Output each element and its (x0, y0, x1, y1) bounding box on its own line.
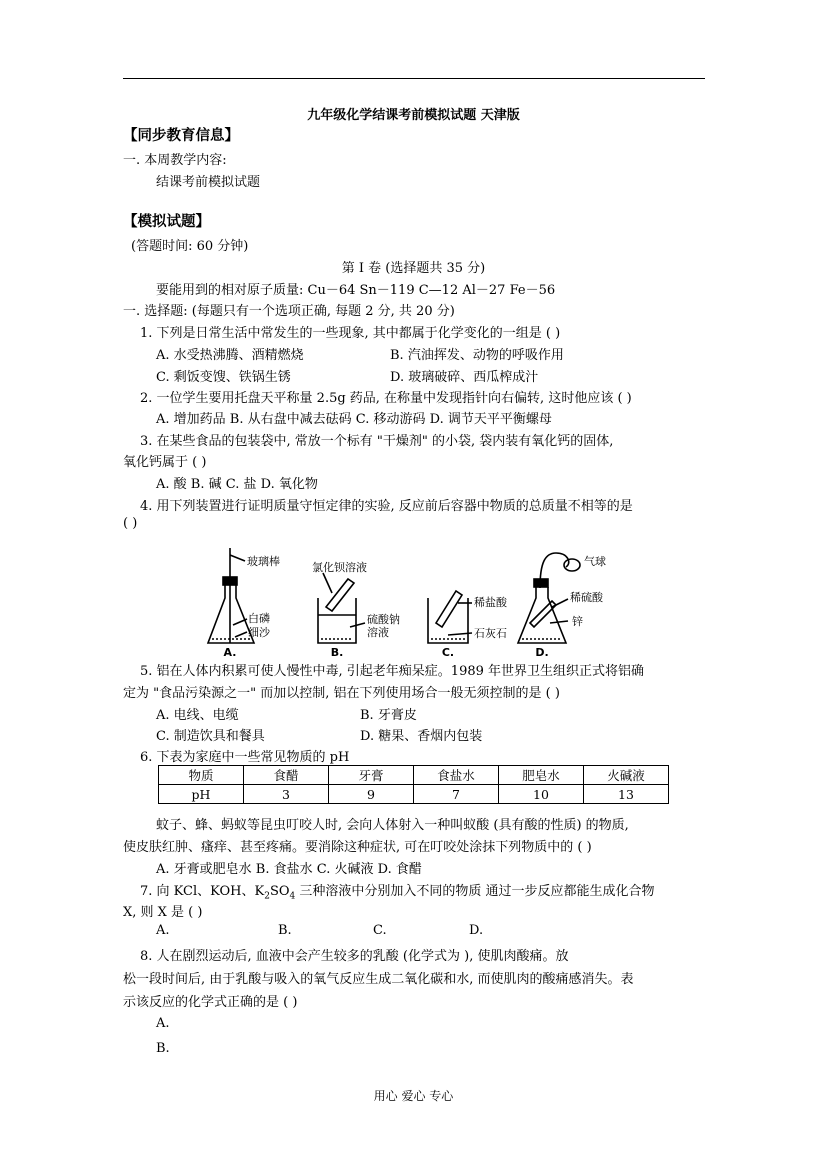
table-cell: 9 (329, 785, 414, 804)
atomic-mass-line: 要能用到的相对原子质量: Cu－64 Sn－119 C—12 Al－27 Fe－56 (156, 283, 556, 298)
section-sync-info: 【同步教育信息】 (123, 127, 239, 144)
b-test-tube (326, 579, 354, 611)
q4-stem-line1: 4. 用下列装置进行证明质量守恒定律的实验, 反应前后容器中物质的总质量不相等的是 (140, 499, 633, 514)
s1-item: 一. 本周教学内容: (123, 153, 227, 168)
table-cell: 7 (414, 785, 499, 804)
q7-sub-2: 2 (264, 891, 270, 902)
q1-option-c: C. 剩饭变馊、铁锅生锈 (156, 370, 291, 385)
table-cell: pH (159, 785, 244, 804)
q7-stem-line1 (140, 880, 655, 902)
c-test-tube (436, 591, 462, 627)
q7-sub-4: 4 (289, 891, 296, 902)
label-limestone: 石灰石 (474, 627, 507, 640)
section-mock-test: 【模拟试题】 (123, 213, 210, 230)
table-cell: 物质 (159, 766, 244, 785)
q1-stem: 1. 下列是日常生活中常发生的一些现象, 其中都属于化学变化的一组是 ( ) (140, 326, 561, 341)
label-hcl: 稀盐酸 (474, 596, 507, 609)
q1-option-b: B. 汽油挥发、动物的呼吸作用 (390, 348, 564, 363)
label-fine-sand: 细沙 (248, 626, 270, 639)
table-cell: 10 (499, 785, 584, 804)
label-c: C. (441, 646, 455, 658)
s1-content: 结课考前模拟试题 (156, 175, 261, 190)
q8-option-b: B. (156, 1041, 170, 1056)
q5-option-b: B. 牙膏皮 (360, 708, 417, 723)
ph-table (158, 765, 669, 804)
q4-stem-line2: ( ) (123, 516, 138, 531)
label-b: B. (330, 646, 344, 658)
q8-stem-line2: 松一段时间后, 由于乳酸与吸入的氧气反应生成二氧化碳和水, 而使肌肉的酸痛感消失。表 (123, 972, 634, 987)
table-cell: 食醋 (244, 766, 329, 785)
q3-stem-line2: 氧化钙属于 ( ) (123, 455, 207, 470)
choice-heading: 一. 选择题: (每题只有一个选项正确, 每题 2 分, 共 20 分) (123, 304, 455, 319)
header-rule (123, 78, 705, 79)
d-stopper (534, 579, 548, 587)
d-flask (518, 587, 566, 643)
q5-stem-line2: 定为 "食品污染源之一" 而加以控制, 铝在下列使用场合一般无须控制的是 ( ) (123, 686, 560, 701)
q8-option-a: A. (156, 1016, 170, 1031)
q7-stem-line2: X, 则 X 是 ( ) (123, 905, 203, 920)
table-cell: 食盐水 (414, 766, 499, 785)
answer-time: (答题时间: 60 分钟) (131, 239, 249, 254)
q2-stem: 2. 一位学生要用托盘天平称量 2.5g 药品, 在称量中发现指针向右偏转, 这时他应该 ( ) (140, 391, 632, 406)
label-bacl2: 氯化钡溶液 (312, 561, 367, 574)
table-cell: 3 (244, 785, 329, 804)
q3-stem-line1: 3. 在某些食品的包装袋中, 常放一个标有 "干燥剂" 的小袋, 袋内装有氧化钙的固体, (140, 434, 614, 449)
q7-stem-pre: 7. 向 KCl、KOH、K (140, 884, 265, 899)
q7-option-a: A. (156, 923, 170, 938)
a-stopper (223, 577, 237, 585)
label-balloon: 气球 (584, 555, 606, 568)
q1-option-a: A. 水受热沸腾、酒精燃烧 (156, 348, 304, 363)
q5-option-a: A. 电线、电缆 (156, 708, 239, 723)
label-h2so4: 稀硫酸 (570, 591, 603, 604)
q5-stem-line1: 5. 铝在人体内积累可使人慢性中毒, 引起老年痴呆症。1989 年世界卫生组织正式将铝确 (140, 664, 645, 679)
q5-option-c: C. 制造饮具和餐具 (156, 729, 265, 744)
q7-option-b: B. (278, 923, 292, 938)
q7-stem-mid: SO (269, 884, 290, 899)
q8-stem-line1: 8. 人在剧烈运动后, 血液中会产生较多的乳酸 (化学式为 ), 使肌肉酸痛。放 (140, 949, 569, 964)
table-cell: 牙膏 (329, 766, 414, 785)
page-footer: 用心 爱心 专心 (373, 1089, 454, 1103)
ph-table-value-row (159, 785, 669, 804)
table-cell: 火碱液 (584, 766, 669, 785)
label-white-phosphorus: 白磷 (248, 612, 270, 625)
label-d: D. (535, 646, 549, 658)
q5-option-d: D. 糖果、香烟内包装 (360, 729, 483, 744)
label-na2so4-2: 溶液 (367, 626, 389, 639)
page-title: 九年级化学结课考前模拟试题 天津版 (307, 108, 520, 123)
part-one-heading: 第 I 卷 (选择题共 35 分) (341, 261, 486, 276)
q6-stem: 6. 下表为家庭中一些常见物质的 pH (140, 750, 350, 765)
table-cell: 13 (584, 785, 669, 804)
apparatus-figure (200, 543, 610, 658)
q6-text-line2: 使皮肤红肿、瘙痒、甚至疼痛。要消除这种症状, 可在叮咬处涂抹下列物质中的 ( ) (123, 840, 592, 855)
q7-stem-post: 三种溶液中分别加入不同的物质 通过一步反应都能生成化合物 (295, 884, 655, 899)
q7-option-d: D. (469, 923, 484, 938)
q7-option-c: C. (373, 923, 387, 938)
q1-option-d: D. 玻璃破碎、西瓜榨成汁 (390, 370, 539, 385)
ph-table-header-row (159, 766, 669, 785)
q2-options: A. 增加药品 B. 从右盘中减去砝码 C. 移动游码 D. 调节天平平衡螺母 (156, 412, 552, 427)
q8-stem-line3: 示该反应的化学式正确的是 ( ) (123, 995, 298, 1010)
label-a: A. (223, 646, 237, 658)
q6-text-line1: 蚊子、蜂、蚂蚁等昆虫叮咬人时, 会向人体射入一种叫蚁酸 (具有酸的性质) 的物质, (156, 818, 629, 833)
label-glass-rod: 玻璃棒 (247, 555, 280, 568)
label-zinc: 锌 (572, 615, 583, 628)
table-cell: 肥皂水 (499, 766, 584, 785)
label-na2so4-1: 硫酸钠 (367, 613, 400, 626)
q6-options: A. 牙膏或肥皂水 B. 食盐水 C. 火碱液 D. 食醋 (156, 862, 422, 877)
d-balloon (564, 559, 580, 571)
q3-options: A. 酸 B. 碱 C. 盐 D. 氧化物 (156, 477, 318, 492)
